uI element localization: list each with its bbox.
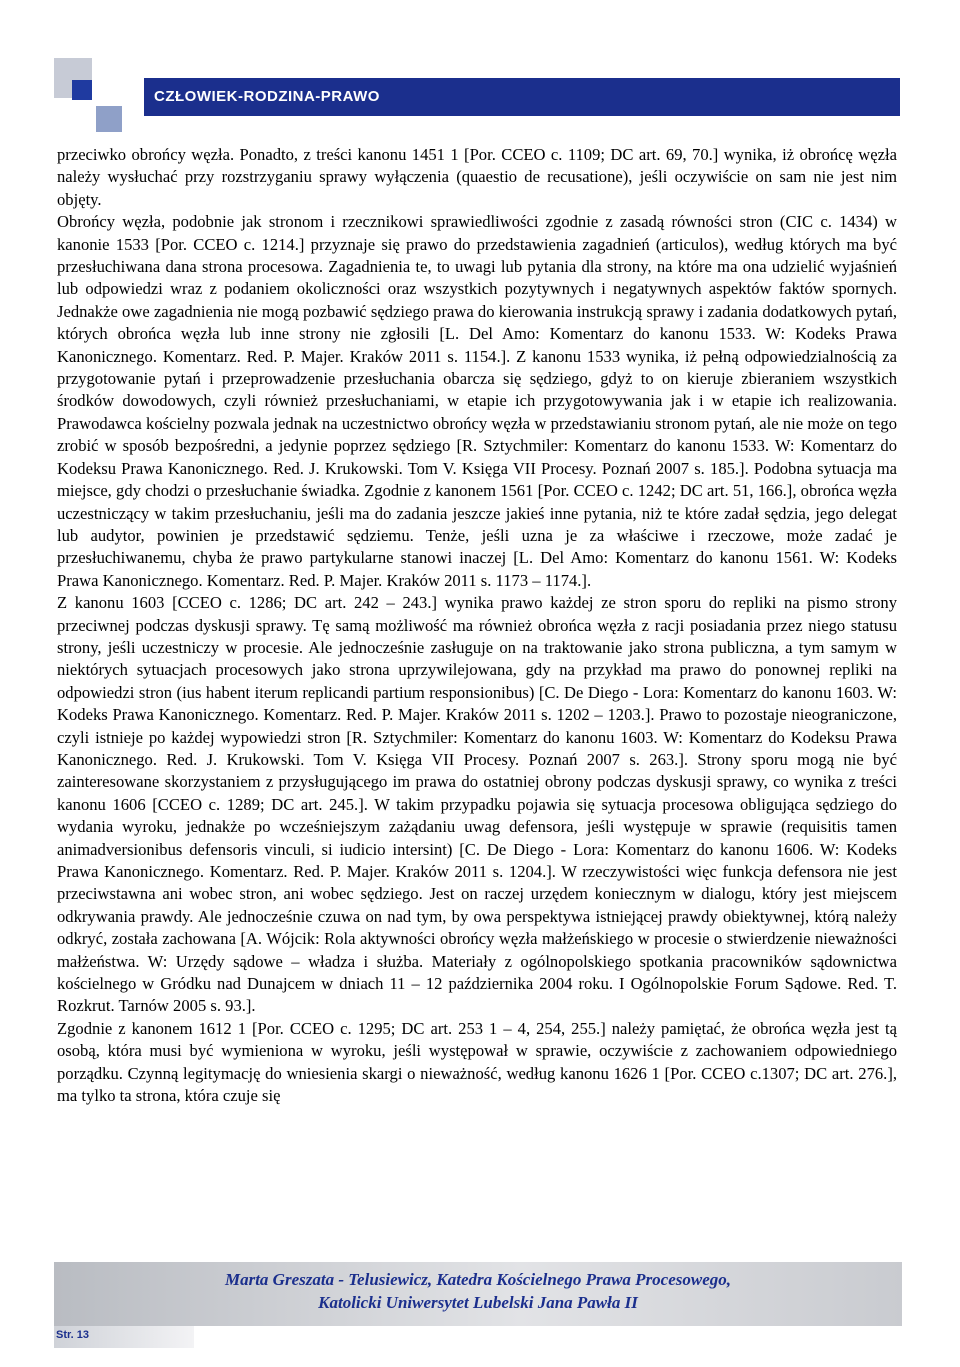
page-number: Str. 13: [56, 1329, 90, 1341]
page-number-bar: [54, 1326, 194, 1348]
page-header: [54, 58, 900, 136]
header-title: CZŁOWIEK-RODZINA-PRAWO: [154, 88, 380, 105]
footer-line: Katolicki Uniwersytet Lubelski Jana Pawła II: [318, 1293, 638, 1312]
header-decoration-square: [72, 80, 92, 100]
paragraph: Z kanonu 1603 [CCEO c. 1286; DC art. 242 – 243.] wynika prawo każdej ze stron sporu do repliki na pismo strony przeciwnej podczas dyskusji sprawy. Tę samą możliwość ma również obrońca węzła z racji posiadania przez niego statusu strony, jeśli uczestniczy w procesie. Ale jednocześnie zasługuje on na traktowanie jako strona publiczna, a tym samym w niektórych sytuacjach procesowych jako strona uprzywilejowana, gdy na przykład ma prawo do ponownej repliki na odpowiedzi stron (ius habent iterum replicandi partium responsionibus) [C. De Diego - Lora: Komentarz do kanonu 1603. W: Kodeks Prawa Kanonicznego. Komentarz. Red. P. Majer. Kraków 2011 s. 1202 – 1203.]. Prawo to pozostaje nieograniczone, czyli istnieje po każdej wypowiedzi stron [R. Sztychmiler: Komentarz do kanonu 1603. W: Komentarz do Kodeksu Prawa Kanonicznego. Red. J. Krukowski. Tom V. Księga VII Procesy. Poznań 2007 s. 263.]. Strony sporu mogą nie być zainteresowane skorzystaniem z przysługującego im prawa do ostatniej obrony podczas dyskusji sprawy, co wynika z treści kanonu 1606 [CCEO c. 1289; DC art. 245.]. W takim przypadku pojawia się sytuacja procesowa obligująca sędziego do wydania wyroku, jednakże po wcześniejszym zażądaniu uwag defensora, jeśli występuje w sprawie (requisitis tamen animadversionibus defensoris vinculi, si iudicio intersint) [C. De Diego - Lora: Komentarz do kanonu 1606. W: Kodeks Prawa Kanonicznego. Komentarz. Red. P. Majer. Kraków 2011 s. 1204.]. W rzeczywistości więc funkcja defensora nie jest przeciwstawna ani wobec stron, ani wobec sędziego. Jest on raczej urzędem koniecznym w dialogu, który jest miejscem odkrywania prawdy. Ale jednocześnie czuwa on nad tym, by owa perspektywa istniejącej prawdy obiektywnej, którą należy odkryć, została zachowana [A. Wójcik: Rola aktywności obrońcy węzła małżeńskiego w procesie o stwierdzenie nieważności małżeństwa. W: Urzędy sądowe – władza i służba. Materiały z ogólnopolskiego spotkania pracowników sądownictwa kościelnego w Gródku nad Dunajcem w dniach 11 – 12 października 2004 roku. I Ogólnopolskie Forum Sądowe. Red. T. Rozkrut. Tarnów 2005 s. 93.].: [57, 593, 897, 1016]
footer-line: Marta Greszata - Telusiewicz, Katedra Kościelnego Prawa Procesowego,: [224, 1270, 732, 1289]
page-footer: [54, 1262, 902, 1326]
footer-author: [54, 1268, 902, 1314]
paragraph: Zgodnie z kanonem 1612 1 [Por. CCEO c. 1295; DC art. 253 1 – 4, 254, 255.] należy pamiętać, że obrońca węzła jest tą osobą, która musi być wymieniona w wyroku, jeśli występował w sprawie, oczywiście z zachowaniem odpowiedniego porządku. Czynną legitymację do wniesienia skargi o nieważność, według kanonu 1626 1 [Por. CCEO c.1307; DC art. 276.], ma tylko ta strona, która czuje się: [57, 1018, 897, 1106]
paragraph: przeciwko obrońcy węzła. Ponadto, z treści kanonu 1451 1 [Por. CCEO c. 1109; DC art. 69, 70.] wynika, iż obrońcę węzła należy wysłuchać przy rozstrzyganiu sprawy wyłączenia (quaestio de recusatione), jeśli oczywiście on sam nie jest nim objęty.: [57, 145, 897, 209]
paragraph: Obrońcy węzła, podobnie jak stronom i rzecznikowi sprawiedliwości zgodnie z zasadą równości stron (CIC c. 1434) w kanonie 1533 [Por. CCEO c. 1214.] przyznaje się prawo do przedstawienia zagadnień (articulos), według których ma być przesłuchiwana dana strona procesowa. Zagadnienia te, to uwagi lub pytania dla strony, na które ma ona udzielić wyjaśnień lub odpowiedzi wraz z podaniem okoliczności oraz wszystkich pozytywnych i negatywnych aspektów faktów spornych. Jednakże owe zagadnienia nie mogą pozbawić sędziego prawa do kierowania instrukcją sprawy i zadania dodatkowych pytań, których obrońca węzła lub inne strony nie zgłosili [L. Del Amo: Komentarz do kanonu 1533. W: Kodeks Prawa Kanonicznego. Komentarz. Red. P. Majer. Kraków 2011 s. 1154.]. Z kanonu 1533 wynika, iż pełną odpowiedzialnością za przygotowanie pytań i przeprowadzenie przesłuchania obarcza się sędziego, gdyż to on kieruje zbieraniem wszystkich środków dowodowych, czyli również przesłuchaniami, w etapie ich przygotowywania jak i w etapie ich realizowania. Prawodawca kościelny pozwala jednak na uczestnictwo obrońcy węzła w przedstawianiu stronom pytań, ale nie może on tego zrobić w sposób bezpośredni, a jedynie poprzez sędziego [R. Sztychmiler: Komentarz do kanonu 1533. W: Komentarz do Kodeksu Prawa Kanonicznego. Red. J. Krukowski. Tom V. Księga VII Procesy. Poznań 2007 s. 185.]. Podobna sytuacja ma miejsce, gdy chodzi o przesłuchanie świadka. Zgodnie z kanonem 1561 [Por. CCEO c. 1242; DC art. 51, 166.], obrońca węzła uczestniczący w takim przesłuchaniu, jeśli ma do zadania jeszcze jakieś inne pytania, niż te które zadał sędzia, jego delegat lub audytor, powinien je przedstawić sędziemu. Tenże, jeśli uzna je za właściwe i rzeczowe, może zadać je przesłuchiwanemu, chyba że prawo partykularne stanowi inaczej [L. Del Amo: Komentarz do kanonu 1561. W: Kodeks Prawa Kanonicznego. Komentarz. Red. P. Majer. Kraków 2011 s. 1173 – 1174.].: [57, 212, 897, 590]
header-decoration-square: [96, 106, 122, 132]
document-body: [57, 144, 897, 1107]
